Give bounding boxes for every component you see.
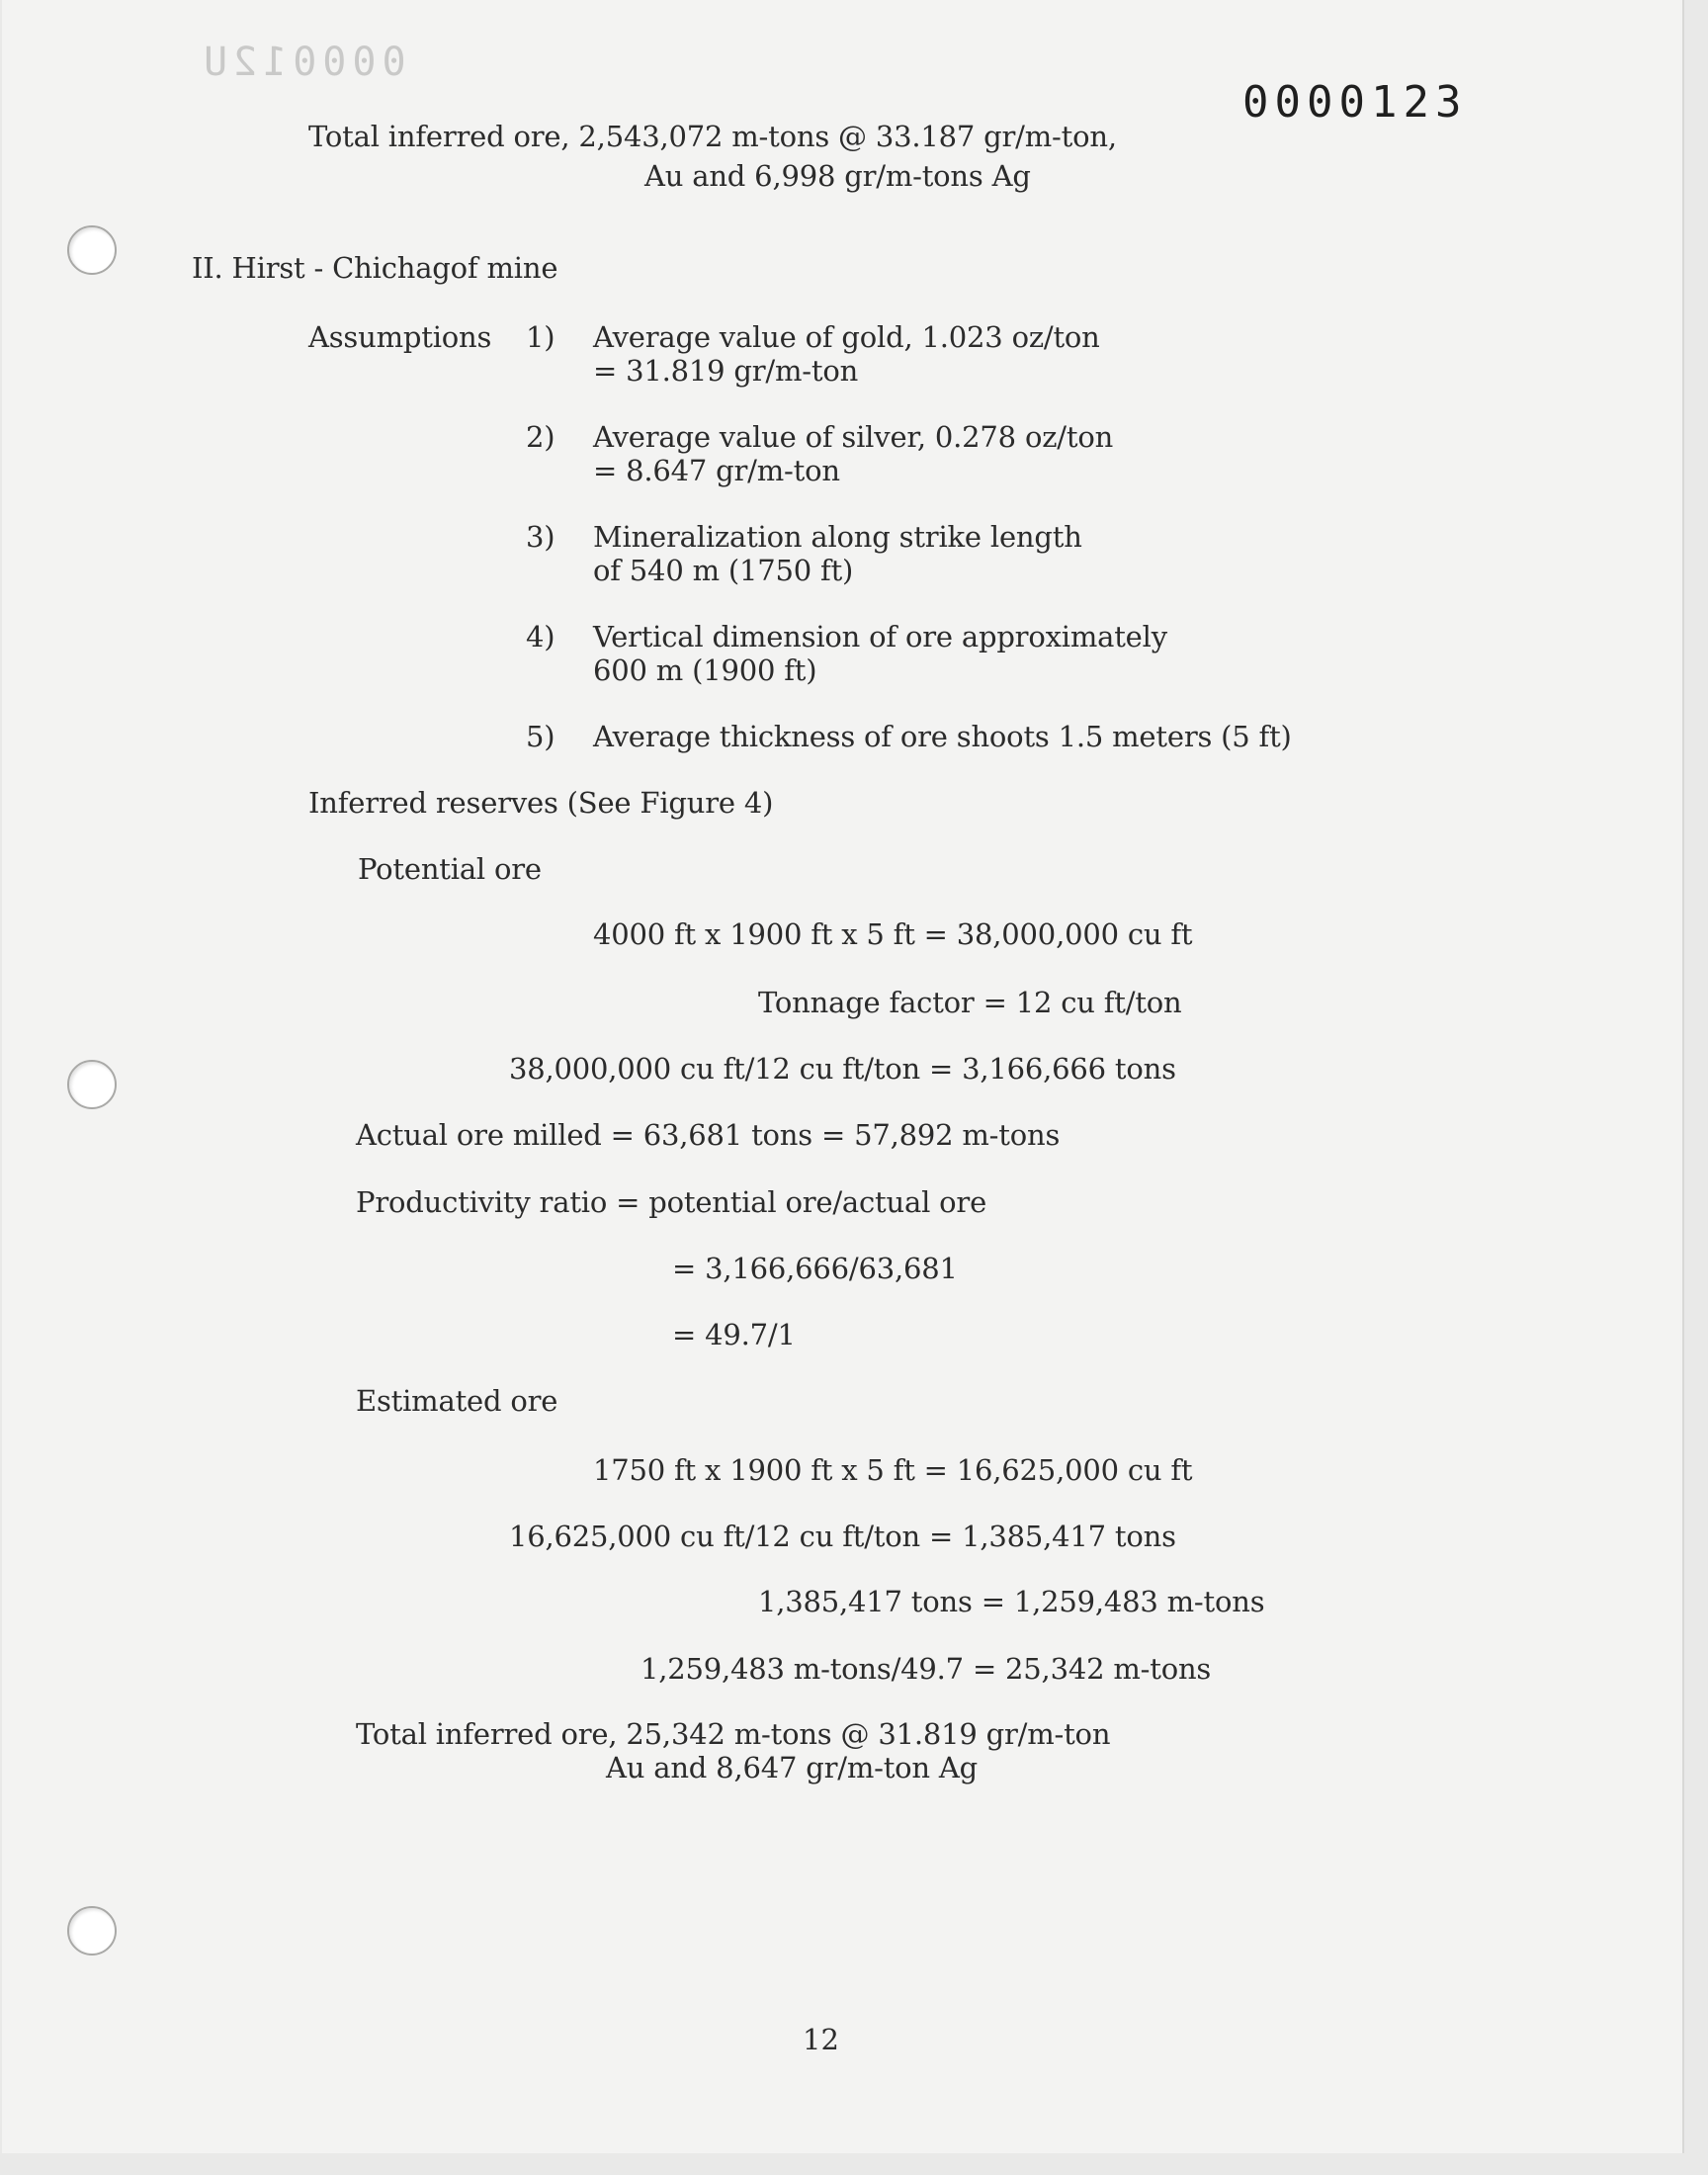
assumption-number: 2) xyxy=(526,420,555,454)
actual-ore-milled: Actual ore milled = 63,681 tons = 57,892 m-tons xyxy=(356,1118,1061,1152)
estimated-calc-result: 1,259,483 m-tons/49.7 = 25,342 m-tons xyxy=(640,1652,1212,1686)
assumption-text-cont: = 8.647 gr/m-ton xyxy=(593,454,840,487)
estimated-calc-mtons: 1,385,417 tons = 1,259,483 m-tons xyxy=(758,1585,1265,1618)
assumption-text: Vertical dimension of ore approximately xyxy=(593,620,1167,653)
bleed-through-number: 000012U xyxy=(198,40,406,85)
total-inferred-ore-line-1: Total inferred ore, 25,342 m-tons @ 31.819 gr/m-ton xyxy=(356,1717,1111,1751)
assumption-text-cont: 600 m (1900 ft) xyxy=(593,653,817,687)
page-number: 12 xyxy=(803,2023,839,2056)
productivity-ratio-calc: = 3,166,666/63,681 xyxy=(672,1252,958,1285)
inferred-reserves-heading: Inferred reserves (See Figure 4) xyxy=(308,786,774,820)
assumption-number: 1) xyxy=(526,320,555,354)
punch-hole-bottom xyxy=(67,1906,117,1956)
intro-line-2: Au and 6,998 gr/m-tons Ag xyxy=(644,159,1031,193)
intro-line-1: Total inferred ore, 2,543,072 m-tons @ 33.187 gr/m-ton, xyxy=(308,120,1117,153)
assumption-number: 5) xyxy=(526,720,555,753)
assumption-number: 4) xyxy=(526,620,555,653)
assumptions-label: Assumptions xyxy=(308,320,492,354)
estimated-ore-label: Estimated ore xyxy=(356,1384,558,1418)
tonnage-factor: Tonnage factor = 12 cu ft/ton xyxy=(758,986,1182,1019)
assumption-text: Average value of gold, 1.023 oz/ton xyxy=(593,320,1100,354)
punch-hole-middle xyxy=(67,1060,117,1109)
potential-calc-volume: 4000 ft x 1900 ft x 5 ft = 38,000,000 cu ft xyxy=(593,917,1193,951)
document-number: 0000123 xyxy=(1242,77,1468,128)
total-inferred-ore-line-2: Au and 8,647 gr/m-ton Ag xyxy=(606,1751,979,1784)
productivity-ratio: Productivity ratio = potential ore/actual ore xyxy=(356,1185,987,1219)
assumption-text: Mineralization along strike length xyxy=(593,520,1082,554)
document-page xyxy=(2,0,1684,2153)
estimated-calc-tons: 16,625,000 cu ft/12 cu ft/ton = 1,385,417 tons xyxy=(509,1520,1176,1553)
assumption-text-cont: of 540 m (1750 ft) xyxy=(593,554,854,587)
assumption-number: 3) xyxy=(526,520,555,554)
section-heading: II. Hirst - Chichagof mine xyxy=(192,251,558,285)
potential-calc-tons: 38,000,000 cu ft/12 cu ft/ton = 3,166,666 tons xyxy=(509,1052,1176,1086)
assumption-text: Average value of silver, 0.278 oz/ton xyxy=(593,420,1114,454)
estimated-calc-volume: 1750 ft x 1900 ft x 5 ft = 16,625,000 cu ft xyxy=(593,1453,1193,1487)
potential-ore-label: Potential ore xyxy=(358,852,542,886)
punch-hole-top xyxy=(67,225,117,275)
assumption-text-cont: = 31.819 gr/m-ton xyxy=(593,354,859,388)
productivity-ratio-result: = 49.7/1 xyxy=(672,1318,796,1351)
assumption-text: Average thickness of ore shoots 1.5 meters (5 ft) xyxy=(593,720,1292,753)
